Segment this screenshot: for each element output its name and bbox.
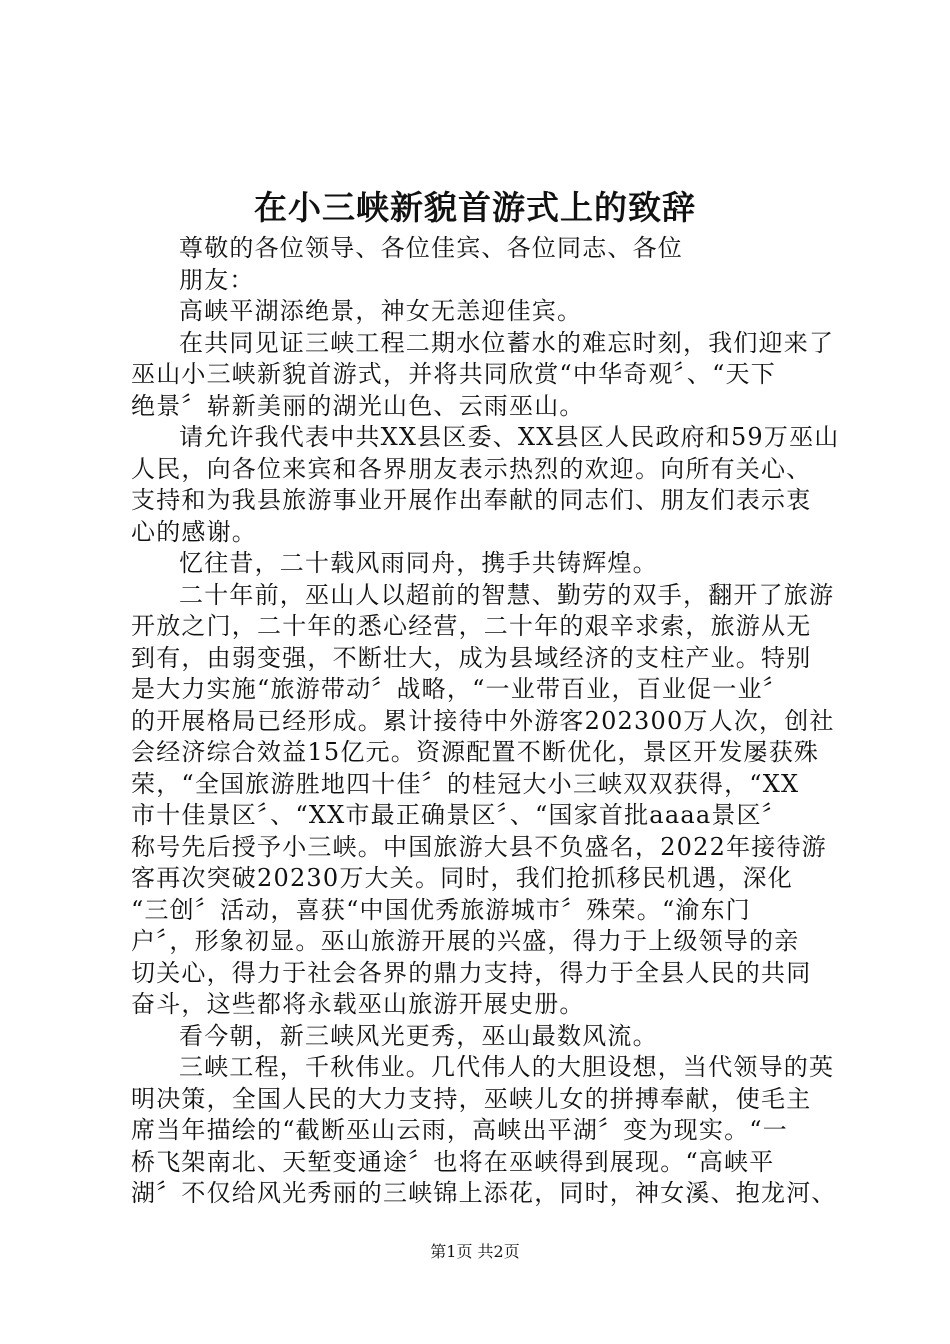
body-line: 席当年描绘的“截断巫山云雨，高峡出平湖〞变为现实。“一 [131, 1116, 788, 1144]
body-line: 巫山小三峡新貌首游式，并将共同欣赏“中华奇观〞、“天下 [131, 360, 776, 388]
document-body [131, 233, 840, 1210]
page-footer: 第1页 共2页 [430, 1242, 520, 1261]
body-line: 在共同见证三峡工程二期水位蓄水的难忘时刻，我们迎来了 [179, 328, 835, 357]
body-line: 忆往昔，二十载风雨同舟，携手共铸辉煌。 [179, 549, 658, 577]
body-line: 支持和为我县旅游事业开展作出奉献的同志们、朋友们表示衷 [131, 486, 812, 514]
body-line: 湖〞不仅给风光秀丽的三峡锦上添花，同时，神女溪、抱龙河、 [131, 1179, 837, 1207]
body-line: 切关心，得力于社会各界的鼎力支持，得力于全县人民的共同 [131, 958, 812, 987]
body-line: 户〞，形象初显。巫山旅游开展的兴盛，得力于上级领导的亲 [131, 927, 800, 955]
body-line: 是大力实施“旅游带动〞战略，“一业带百业，百业促一业〞 [131, 675, 788, 703]
body-line: 称号先后授予小三峡。中国旅游大县不负盛名，2022年接待游 [131, 832, 827, 861]
body-line: 会经济综合效益15亿元。资源配置不断优化，景区开发屡获殊 [131, 738, 820, 766]
body-line: 奋斗，这些都将永载巫山旅游开展史册。 [131, 990, 585, 1018]
body-line: 看今朝，新三峡风光更秀，巫山最数风流。 [179, 1021, 658, 1050]
body-line: 心的感谢。 [131, 517, 257, 546]
body-line: 客再次突破20230万大关。同时，我们抢抓移民机遇，深化 [131, 864, 793, 892]
body-line: 到有，由弱变强，不断壮大，成为县域经济的支柱产业。特别 [131, 643, 812, 672]
body-line: 开放之门，二十年的悉心经营，二十年的艰辛求索，旅游从无 [131, 612, 812, 640]
body-line: 绝景〞崭新美丽的湖光山色、云雨巫山。 [131, 391, 585, 420]
body-line: 市十佳景区〞、“XX市最正确景区〞、“国家首批aaaa景区〞 [131, 801, 787, 829]
body-line: 三峡工程，千秋伟业。几代伟人的大胆设想，当代领导的英 [179, 1053, 835, 1081]
body-line: 二十年前，巫山人以超前的智慧、勤劳的双手，翻开了旅游 [179, 580, 835, 609]
body-line: 请允许我代表中共XX县区委、XX县区人民政府和59万巫山 [179, 423, 840, 451]
body-line: 人民，向各位来宾和各界朋友表示热烈的欢迎。向所有关心、 [131, 454, 812, 483]
body-line: 朋友： [179, 265, 255, 294]
body-line: “三创〞活动，喜获“中国优秀旅游城市〞殊荣。“渝东门 [131, 895, 752, 924]
body-line: 尊敬的各位领导、各位佳宾、各位同志、各位 [179, 234, 683, 262]
body-line: 高峡平湖添绝景，神女无恙迎佳宾。 [179, 297, 583, 325]
body-line: 明决策，全国人民的大力支持，巫峡儿女的拼搏奉献，使毛主 [131, 1084, 812, 1113]
body-line: 桥飞架南北、天堑变通途〞也将在巫峡得到展现。“高峡平 [131, 1147, 775, 1176]
document-title: 在小三峡新貌首游式上的致辞 [254, 188, 696, 227]
body-line: 的开展格局已经形成。累计接待中外游客202300万人次，创社 [131, 706, 835, 735]
body-line: 荣，“全国旅游胜地四十佳〞的桂冠大小三峡双双获得，“XX [131, 769, 800, 798]
